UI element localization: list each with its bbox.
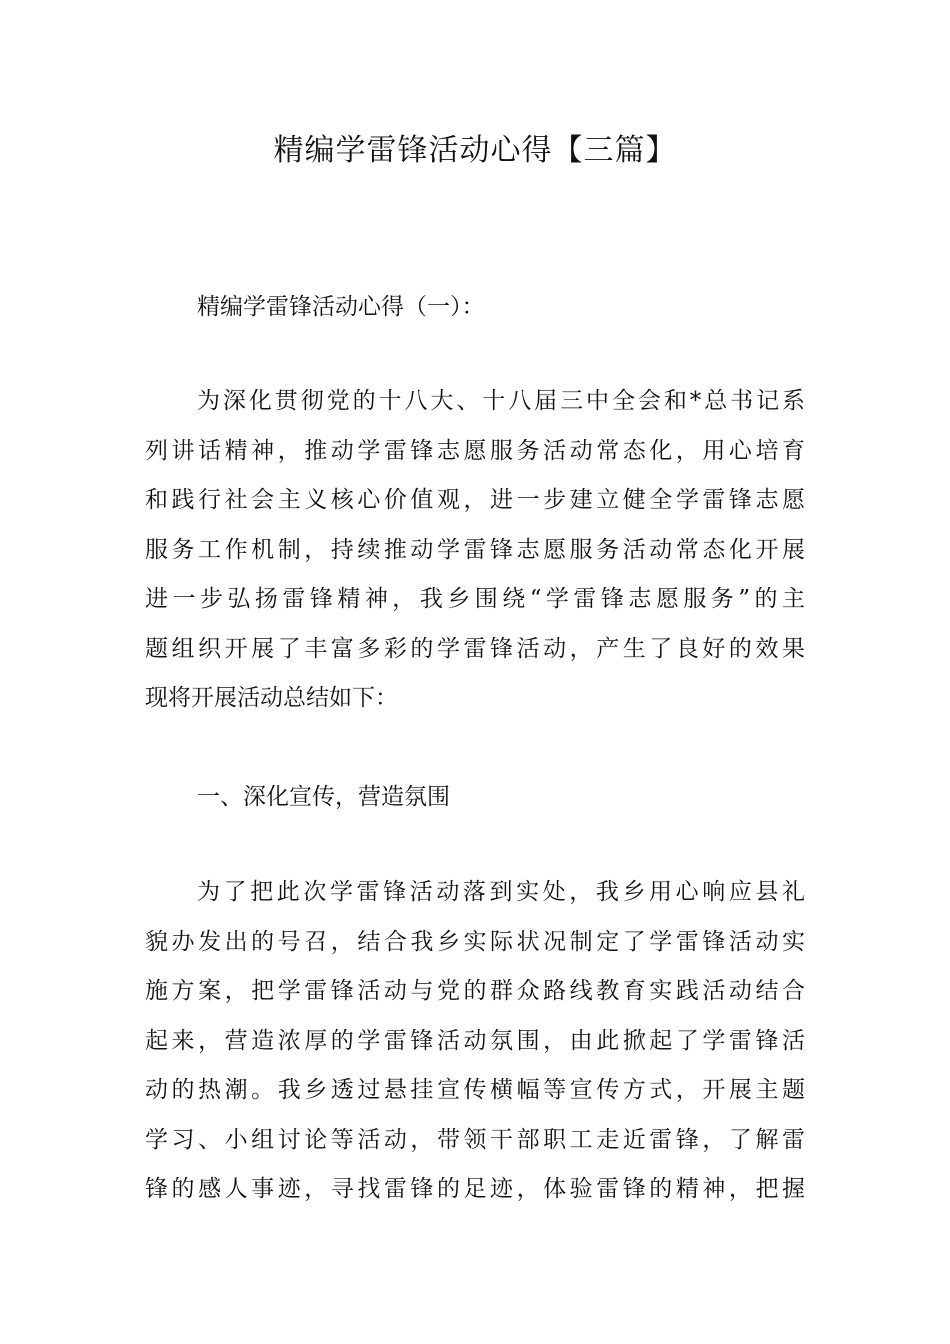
paragraph-2: [145, 868, 805, 1215]
section-heading: [145, 283, 805, 333]
paragraph-1-line: 为深化贯彻党的十八大、十八届三中全会和*总书记系: [197, 388, 805, 414]
paragraph-1-line: 列讲话精神，推动学雷锋志愿服务活动常态化，用心培育: [145, 437, 805, 464]
paragraph-2-line: 动的热潮。我乡透过悬挂宣传横幅等宣传方式，开展主题: [145, 1077, 805, 1103]
paragraph-2-line: 起来，营造浓厚的学雷锋活动氛围，由此掀起了学雷锋活: [145, 1027, 805, 1054]
subheading-1-text: 一、深化宣传，营造氛围: [197, 784, 450, 810]
section-heading-text: 精编学雷锋活动心得（一）：: [197, 294, 485, 320]
paragraph-2-line: 锋的感人事迹，寻找雷锋的足迹，体验雷锋的精神，把握: [145, 1176, 805, 1202]
paragraph-1: [145, 377, 805, 724]
paragraph-2-line: 为了把此次学雷锋活动落到实处，我乡用心响应县礼: [197, 879, 805, 905]
document-title: 精编学雷锋活动心得【三篇】: [273, 133, 677, 168]
paragraph-2-line: 学习、小组讨论等活动，带领干部职工走近雷锋，了解雷: [145, 1126, 805, 1153]
paragraph-1-line: 服务工作机制，持续推动学雷锋志愿服务活动常态化开展: [145, 536, 805, 563]
paragraph-1-line: 和践行社会主义核心价值观，进一步建立健全学雷锋志愿: [145, 487, 805, 513]
paragraph-1-line: 现将开展活动总结如下：: [145, 685, 398, 711]
subheading-1: [145, 773, 805, 823]
paragraph-2-line: 施方案，把学雷锋活动与党的群众路线教育实践活动结合: [145, 978, 805, 1004]
paragraph-1-line: 题组织开展了丰富多彩的学雷锋活动，产生了良好的效果: [145, 635, 805, 662]
paragraph-1-line: 进一步弘扬雷锋精神，我乡围绕“学雷锋志愿服务”的主: [145, 586, 805, 612]
paragraph-2-line: 貌办发出的号召，结合我乡实际状况制定了学雷锋活动实: [145, 928, 805, 955]
